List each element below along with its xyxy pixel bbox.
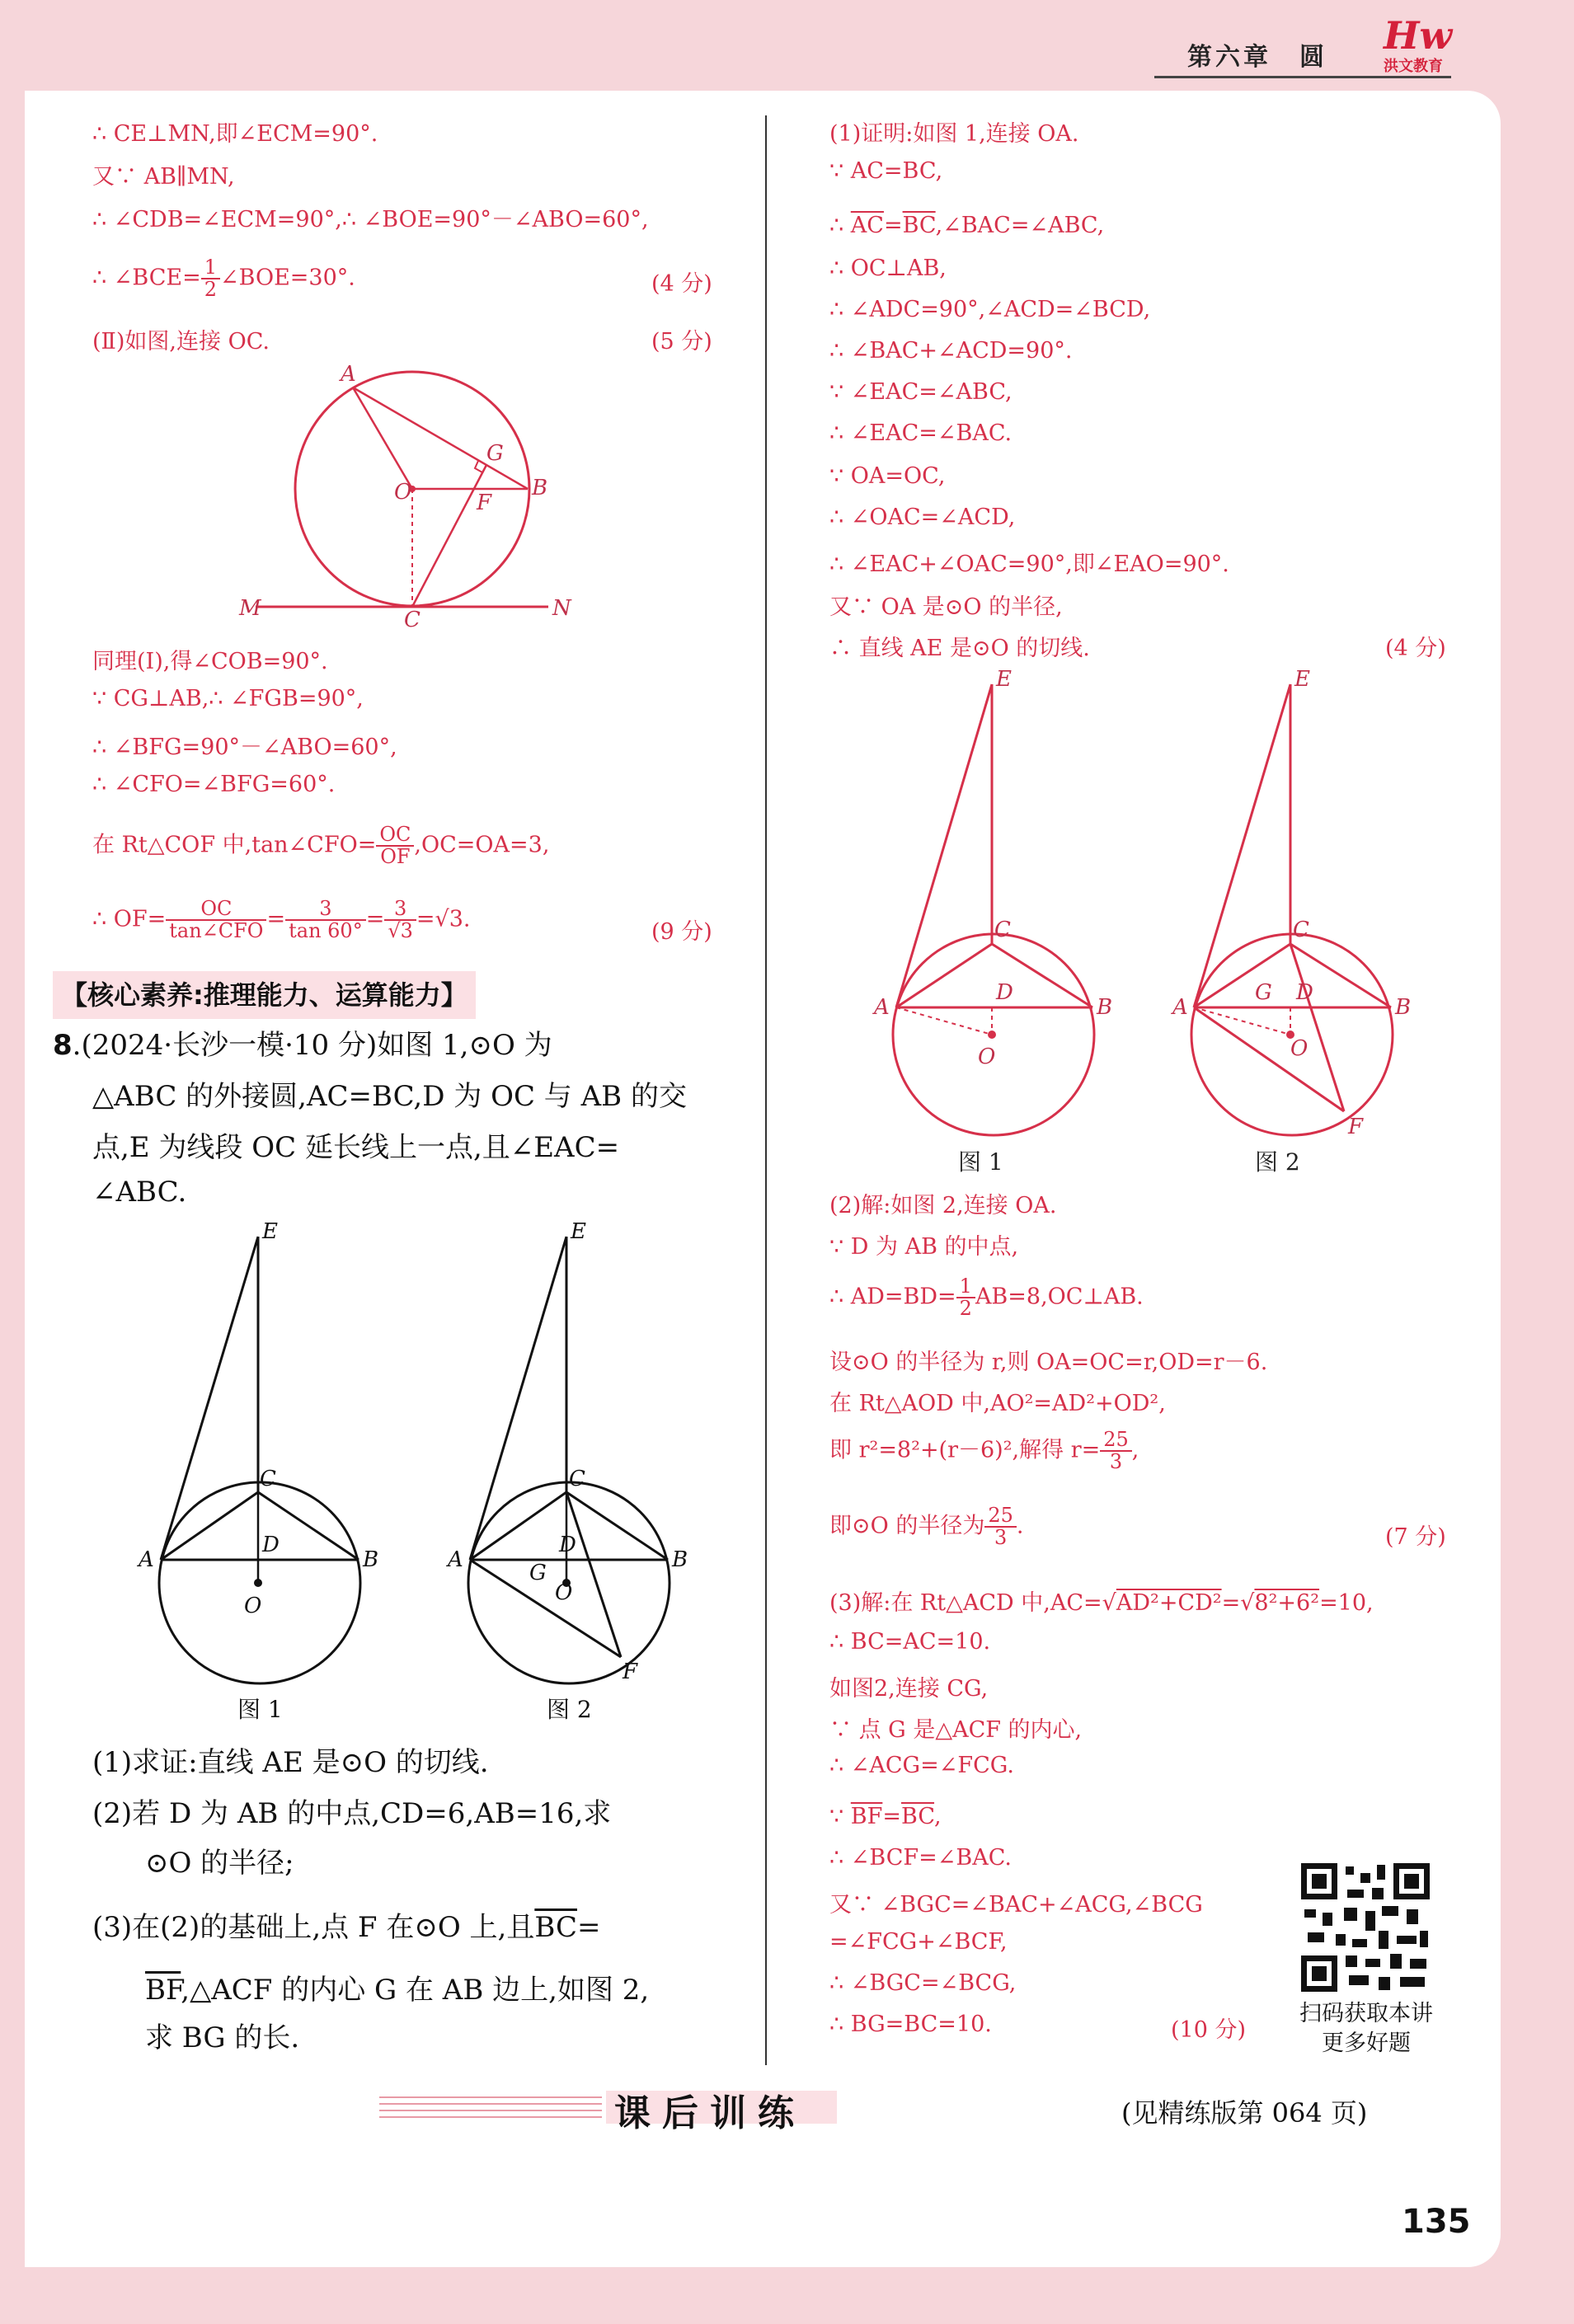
svg-text:N: N xyxy=(552,596,571,621)
svg-text:O: O xyxy=(1290,1036,1309,1061)
text-line: 即 r²=8²+(r－6)²,解得 r= $\frac{25}{3}$ , xyxy=(829,1428,1139,1474)
question-line: ∠ABC. xyxy=(92,1176,187,1209)
figure-caption: 图 2 xyxy=(1255,1148,1300,1176)
svg-text:D: D xyxy=(262,1533,280,1557)
svg-text:C: C xyxy=(1293,918,1309,942)
score: (10 分) xyxy=(1171,2017,1247,2043)
text-line: ∵ 点 G 是△ACF 的内心, xyxy=(829,1717,1083,1743)
svg-text:C: C xyxy=(569,1467,585,1491)
svg-text:E: E xyxy=(571,1219,586,1244)
svg-text:G: G xyxy=(1255,980,1272,1005)
text-line: ∵ OA=OC, xyxy=(829,463,946,489)
svg-text:A: A xyxy=(874,995,890,1020)
text-line: ∴ ∠ADC=90°,∠ACD=∠BCD, xyxy=(829,297,1151,322)
qr-caption: 扫码获取本讲 更多好题 xyxy=(1299,2001,1433,2056)
logo-mark: Hw xyxy=(1384,13,1453,58)
text-line: ∵ ∠EAC=∠ABC, xyxy=(829,379,1013,405)
text-line: (2)解:如图 2,连接 OA. xyxy=(829,1193,1057,1218)
page-header xyxy=(0,0,1574,82)
column-divider xyxy=(765,115,767,2065)
figure-caption: 图 2 xyxy=(547,1696,592,1723)
text-line: ∴ 直线 AE 是⊙O 的切线. xyxy=(829,636,1090,661)
text-line: ∴ ∠BFG=90°－∠ABO=60°, xyxy=(92,735,397,760)
sub-question: $\overline{BF},\triangle ACF$ 的内心 G 在 AB 边上,如图 2, xyxy=(145,1974,650,2007)
svg-text:C: C xyxy=(994,918,1011,942)
text-line: ∴ ∠CFO=∠BFG=60°. xyxy=(92,772,336,797)
svg-text:E: E xyxy=(1294,667,1310,692)
text-line: ∵ AC=BC, xyxy=(829,158,943,184)
text-line: ∴ ∠BGC=∠BCG, xyxy=(829,1970,1017,1996)
sub-question: (2)若 D 为 AB 的中点,CD=6,AB=16,求 xyxy=(92,1797,612,1830)
svg-text:G: G xyxy=(486,441,504,466)
svg-text:D: D xyxy=(996,980,1013,1005)
question-line: 8.(2024·长沙一模·10 分)如图 1,⊙O 为 xyxy=(53,1029,552,1062)
text-line: 如图2,连接 CG, xyxy=(829,1676,989,1702)
svg-text:O: O xyxy=(394,480,412,505)
svg-text:B: B xyxy=(672,1547,688,1572)
score: (5 分) xyxy=(651,329,712,354)
text-line: 即⊙O 的半径为 $\frac{25}{3}$ . xyxy=(829,1504,1024,1550)
svg-text:B: B xyxy=(363,1547,379,1572)
svg-text:F: F xyxy=(1348,1115,1364,1139)
svg-text:A: A xyxy=(341,362,356,387)
text-line: ∴ CE⊥MN,即∠ECM=90°. xyxy=(92,121,378,147)
sub-question: (3)在(2)的基础上,点 F 在⊙O 上,且$\overline{BC}=$ xyxy=(92,1911,601,1944)
sub-question: 求 BG 的长. xyxy=(145,2021,300,2054)
svg-text:C: C xyxy=(260,1467,276,1491)
text-line: ∴ ∠ACG=∠FCG. xyxy=(829,1753,1014,1778)
svg-text:D: D xyxy=(1296,980,1313,1005)
svg-text:D: D xyxy=(559,1533,576,1557)
svg-text:G: G xyxy=(529,1561,547,1585)
text-line: (3)解:在 Rt△ACD 中,AC=√AD²+CD²=√8²+6²=10, xyxy=(829,1590,1374,1616)
score: (7 分) xyxy=(1385,1524,1446,1550)
chapter-title: 第六章 圆 xyxy=(1187,43,1327,72)
svg-text:A: A xyxy=(1172,995,1188,1020)
svg-text:A: A xyxy=(139,1547,154,1572)
text-line: ∴ ∠OAC=∠ACD, xyxy=(829,505,1016,530)
text-line: =∠FCG+∠BCF, xyxy=(829,1929,1008,1955)
text-line: 又∵ AB∥MN, xyxy=(92,164,235,190)
figure-caption: 图 1 xyxy=(237,1696,283,1723)
text-line: ∵ D 为 AB 的中点, xyxy=(829,1234,1019,1260)
section-banner: 课后训练 xyxy=(614,2092,806,2134)
svg-text:B: B xyxy=(1097,995,1113,1020)
text-line: 又∵ ∠BGC=∠BAC+∠ACG,∠BCG xyxy=(829,1892,1203,1918)
text-line: ∴ ∠BCE= $\frac{1}{2}$ ∠BOE=30°. xyxy=(92,256,355,302)
question-figures xyxy=(124,1220,701,1731)
section-tag: 【核心素养:推理能力、运算能力】 xyxy=(53,971,476,1019)
svg-text:M: M xyxy=(239,596,261,621)
score: (4 分) xyxy=(651,271,712,297)
svg-text:C: C xyxy=(404,608,421,632)
text-line: ∵ $\overline{BF}=\overline{BC}$, xyxy=(829,1804,942,1829)
text-line: ∴ $\overline{AC}=\overline{BC},\angle BAC=\angle ABC$, xyxy=(829,213,1105,238)
segment-ab xyxy=(353,387,528,489)
svg-text:B: B xyxy=(1395,995,1412,1020)
text-line: ∴ BC=AC=10. xyxy=(829,1629,991,1655)
text-line: ∴ ∠CDB=∠ECM=90°,∴ ∠BOE=90°－∠ABO=60°, xyxy=(92,207,649,232)
svg-text:E: E xyxy=(996,667,1012,692)
segment-cg xyxy=(412,465,486,607)
text-line: 又∵ OA 是⊙O 的半径, xyxy=(829,594,1063,620)
logo-text: 洪文教育 xyxy=(1384,58,1443,75)
svg-text:B: B xyxy=(532,476,548,500)
score: (4 分) xyxy=(1385,636,1446,661)
text-line: 设⊙O 的半径为 r,则 OA=OC=r,OD=r－6. xyxy=(829,1350,1268,1375)
svg-text:E: E xyxy=(262,1219,278,1244)
text-line: ∵ CG⊥AB,∴ ∠FGB=90°, xyxy=(92,686,364,711)
text-line: ∴ ∠EAC=∠BAC. xyxy=(829,420,1013,446)
text-line: (1)证明:如图 1,连接 OA. xyxy=(829,121,1079,147)
score: (9 分) xyxy=(651,919,712,945)
svg-text:A: A xyxy=(448,1547,463,1572)
fraction: $\frac{1}{2}$ xyxy=(201,257,220,300)
text-line: (Ⅱ)如图,连接 OC. xyxy=(92,329,270,354)
text-line: ∴ ∠EAC+∠OAC=90°,即∠EAO=90°. xyxy=(829,552,1229,577)
solution-figures xyxy=(866,668,1443,1146)
text-line: 在 Rt△AOD 中,AO²=AD²+OD², xyxy=(829,1391,1166,1416)
reference-note: (见精练版第 064 页) xyxy=(1121,2097,1368,2129)
text-line: ∴ OC⊥AB, xyxy=(829,256,947,281)
text-line: 在 Rt△COF 中,tan∠CFO= $\frac{OC}{OF}$ ,OC=OA=3, xyxy=(92,823,550,869)
svg-text:O: O xyxy=(978,1045,996,1069)
qr-code-icon[interactable] xyxy=(1299,1862,1431,1993)
svg-text:F: F xyxy=(477,491,492,515)
text-line: 同理(Ⅰ),得∠COB=90°. xyxy=(92,649,328,674)
figure-caption: 图 1 xyxy=(958,1148,1003,1176)
page-number: 135 xyxy=(1402,2203,1471,2241)
text-line: ∴ ∠BAC+∠ACD=90°. xyxy=(829,338,1073,364)
text-line: ∴ OF= $\frac{OC}{\text{tan∠CFO}}$ = $\frac{3}{\tan 60^\circ}$ = $\frac{3}{√3}$ =√3. xyxy=(92,897,471,943)
header-stripes xyxy=(0,0,1574,82)
sub-question: ⊙O 的半径; xyxy=(145,1847,294,1880)
sub-question: (1)求证:直线 AE 是⊙O 的切线. xyxy=(92,1746,489,1779)
text-line: ∴ BG=BC=10. xyxy=(829,2012,992,2037)
segment-ao xyxy=(353,387,412,489)
text-line: ∴ AD=BD= $\frac{1}{2}$ AB=8,OC⊥AB. xyxy=(829,1275,1144,1321)
question-line: △ABC 的外接圆,AC=BC,D 为 OC 与 AB 的交 xyxy=(92,1080,687,1113)
svg-text:O: O xyxy=(244,1594,262,1618)
circle-diagram-part2 xyxy=(239,362,610,635)
svg-text:O: O xyxy=(555,1580,573,1605)
publisher-logo xyxy=(1384,13,1482,77)
text-line: ∴ ∠BCF=∠BAC. xyxy=(829,1845,1012,1871)
question-line: 点,E 为线段 OC 延长线上一点,且∠EAC= xyxy=(92,1131,620,1164)
svg-text:F: F xyxy=(623,1660,638,1684)
